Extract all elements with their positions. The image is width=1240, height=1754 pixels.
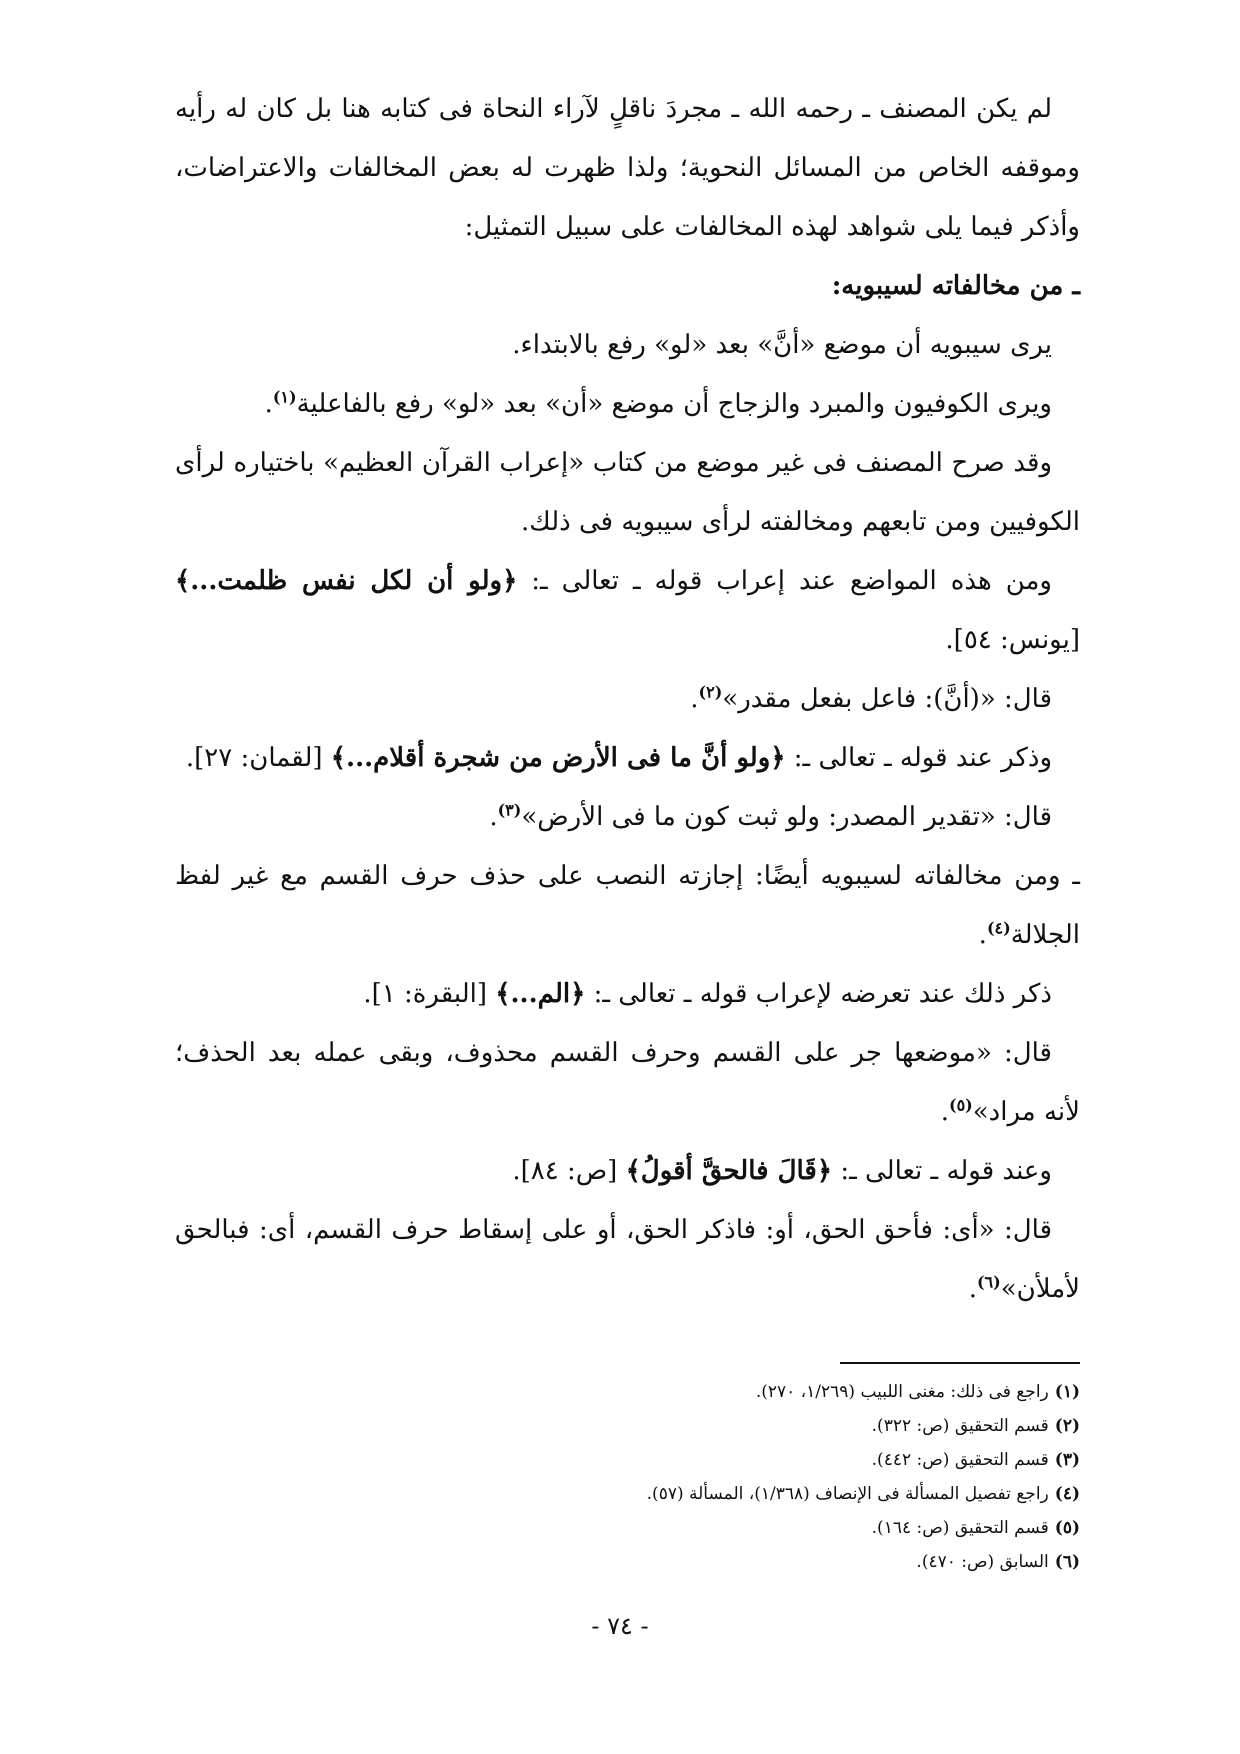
- footnote-number: (١): [1054, 1382, 1080, 1402]
- footnote-text: السابق (ص: ٤٧٠).: [916, 1552, 1049, 1572]
- footnote-number: (٣): [1054, 1450, 1080, 1470]
- footnote-marker: (٤): [986, 918, 1011, 938]
- footnote-item: [180, 1443, 1080, 1477]
- page-number: - ٧٤ -: [591, 1612, 649, 1640]
- footnote-text: راجع فى ذلك: مغنى اللبيب (١/٢٦٩، ٢٧٠).: [755, 1382, 1049, 1402]
- paragraph-quote-4: [175, 1201, 1080, 1319]
- footnote-text: قسم التحقيق (ص: ٤٤٢).: [871, 1450, 1049, 1470]
- paragraph-quote-3: [175, 1024, 1080, 1142]
- footnote-number: (٥): [1054, 1518, 1080, 1538]
- paragraph-text: ومن هذه المواضع عند إعراب قوله ـ تعالى ـ:: [517, 566, 1052, 596]
- paragraph-text: ذكر ذلك عند تعرضه لإعراب قوله ـ تعالى ـ:: [585, 979, 1052, 1009]
- paragraph-text: وعند قوله ـ تعالى ـ:: [832, 1156, 1052, 1186]
- paragraph-example-yunus: [175, 552, 1080, 670]
- footnote-divider: [840, 1362, 1080, 1364]
- footnote-item: [180, 1375, 1080, 1409]
- verse-reference: [لقمان: ٢٧].: [185, 743, 331, 773]
- paragraph-oath-omission: [175, 847, 1080, 965]
- paragraph-intro: لم يكن المصنف ـ رحمه الله ـ مجردَ ناقلٍ لآراء النحاة فى كتابه هنا بل كان له رأيه وموقفه الخاص من المسائل النحوية؛ ولذا ظهرت له بعض المخالفات والاعتراضات، وأذكر فيما يلى شواهد لهذه المخالفات على سبيل التمثيل:: [175, 94, 1080, 242]
- footnote-number: (٦): [1054, 1552, 1080, 1572]
- quran-quote: ﴿الم...﴾: [495, 979, 586, 1009]
- footnote-marker: (٦): [976, 1272, 1001, 1292]
- quran-quote: ﴿ولو أنَّ ما فى الأرض من شجرة أقلام...﴾: [330, 743, 786, 773]
- footnote-item: [180, 1477, 1080, 1511]
- footnote-text: راجع تفصيل المسألة فى الإنصاف (١/٣٦٨)، المسألة (٥٧).: [646, 1484, 1049, 1504]
- verse-reference: [ص: ٨٤].: [512, 1156, 626, 1186]
- footnote-marker: (١): [272, 387, 297, 407]
- footnote-item: [180, 1511, 1080, 1545]
- paragraph-end: .: [968, 1274, 977, 1304]
- verse-reference: [يونس: ٥٤].: [945, 625, 1080, 655]
- quran-quote: ﴿قَالَ فالحقَّ أقولُ﴾: [625, 1156, 833, 1186]
- footnote-marker: (٣): [497, 800, 522, 820]
- paragraph-kufan-view: [175, 375, 1080, 434]
- paragraph-end: .: [940, 1097, 949, 1127]
- main-text: [175, 80, 1080, 1319]
- footnote-marker: (٢): [698, 682, 723, 702]
- quran-quote: ﴿ولو أن لكل نفس ظلمت...﴾: [175, 566, 518, 596]
- paragraph-example-baqara: [175, 965, 1080, 1024]
- paragraph-author-choice: وقد صرح المصنف فى غير موضع من كتاب «إعراب القرآن العظيم» باختياره لرأى الكوفيين ومن تابعهم ومخالفته لرأى سيبويه فى ذلك.: [175, 448, 1080, 537]
- paragraph-end: .: [489, 802, 498, 832]
- paragraph-example-sad: [175, 1142, 1080, 1201]
- paragraph-text: قال: «موضعها جر على القسم وحرف القسم محذوف، وبقى عمله بعد الحذف؛ لأنه مراد»: [175, 1038, 1080, 1127]
- paragraph-quote-2: [175, 788, 1080, 847]
- paragraph-sibawayh-view: يرى سيبويه أن موضع «أنَّ» بعد «لو» رفع بالابتداء.: [512, 330, 1052, 360]
- footnote-number: (٢): [1054, 1416, 1080, 1436]
- footnote-item: [180, 1545, 1080, 1579]
- footnote-number: (٤): [1054, 1484, 1080, 1504]
- paragraph-text: قال: «أى: فأحق الحق، أو: فاذكر الحق، أو على إسقاط حرف القسم، أى: فبالحق لأملأن»: [175, 1215, 1080, 1304]
- section-heading: ـ من مخالفاته لسيبويه:: [831, 271, 1080, 301]
- footnote-text: قسم التحقيق (ص: ٣٢٢).: [871, 1416, 1049, 1436]
- footnotes: [180, 1375, 1080, 1579]
- footnote-marker: (٥): [949, 1095, 973, 1115]
- paragraph-end: .: [690, 684, 699, 714]
- paragraph-text: ـ ومن مخالفاته لسيبويه أيضًا: إجازته النصب على حذف حرف القسم مع غير لفظ الجلالة: [175, 861, 1080, 950]
- paragraph-text: قال: «(أنَّ): فاعل بفعل مقدر»: [722, 684, 1052, 714]
- paragraph-end: .: [978, 920, 987, 950]
- paragraph-text: ويرى الكوفيون والمبرد والزجاج أن موضع «أن» بعد «لو» رفع بالفاعلية: [296, 389, 1052, 419]
- footnote-item: [180, 1409, 1080, 1443]
- paragraph-end: .: [264, 389, 273, 419]
- paragraph-example-luqman: [175, 729, 1080, 788]
- footnote-text: قسم التحقيق (ص: ١٦٤).: [871, 1518, 1049, 1538]
- paragraph-quote-1: [175, 670, 1080, 729]
- paragraph-text: قال: «تقدير المصدر: ولو ثبت كون ما فى الأرض»: [521, 802, 1052, 832]
- paragraph-text: وذكر عند قوله ـ تعالى ـ:: [785, 743, 1052, 773]
- verse-reference: [البقرة: ١].: [363, 979, 496, 1009]
